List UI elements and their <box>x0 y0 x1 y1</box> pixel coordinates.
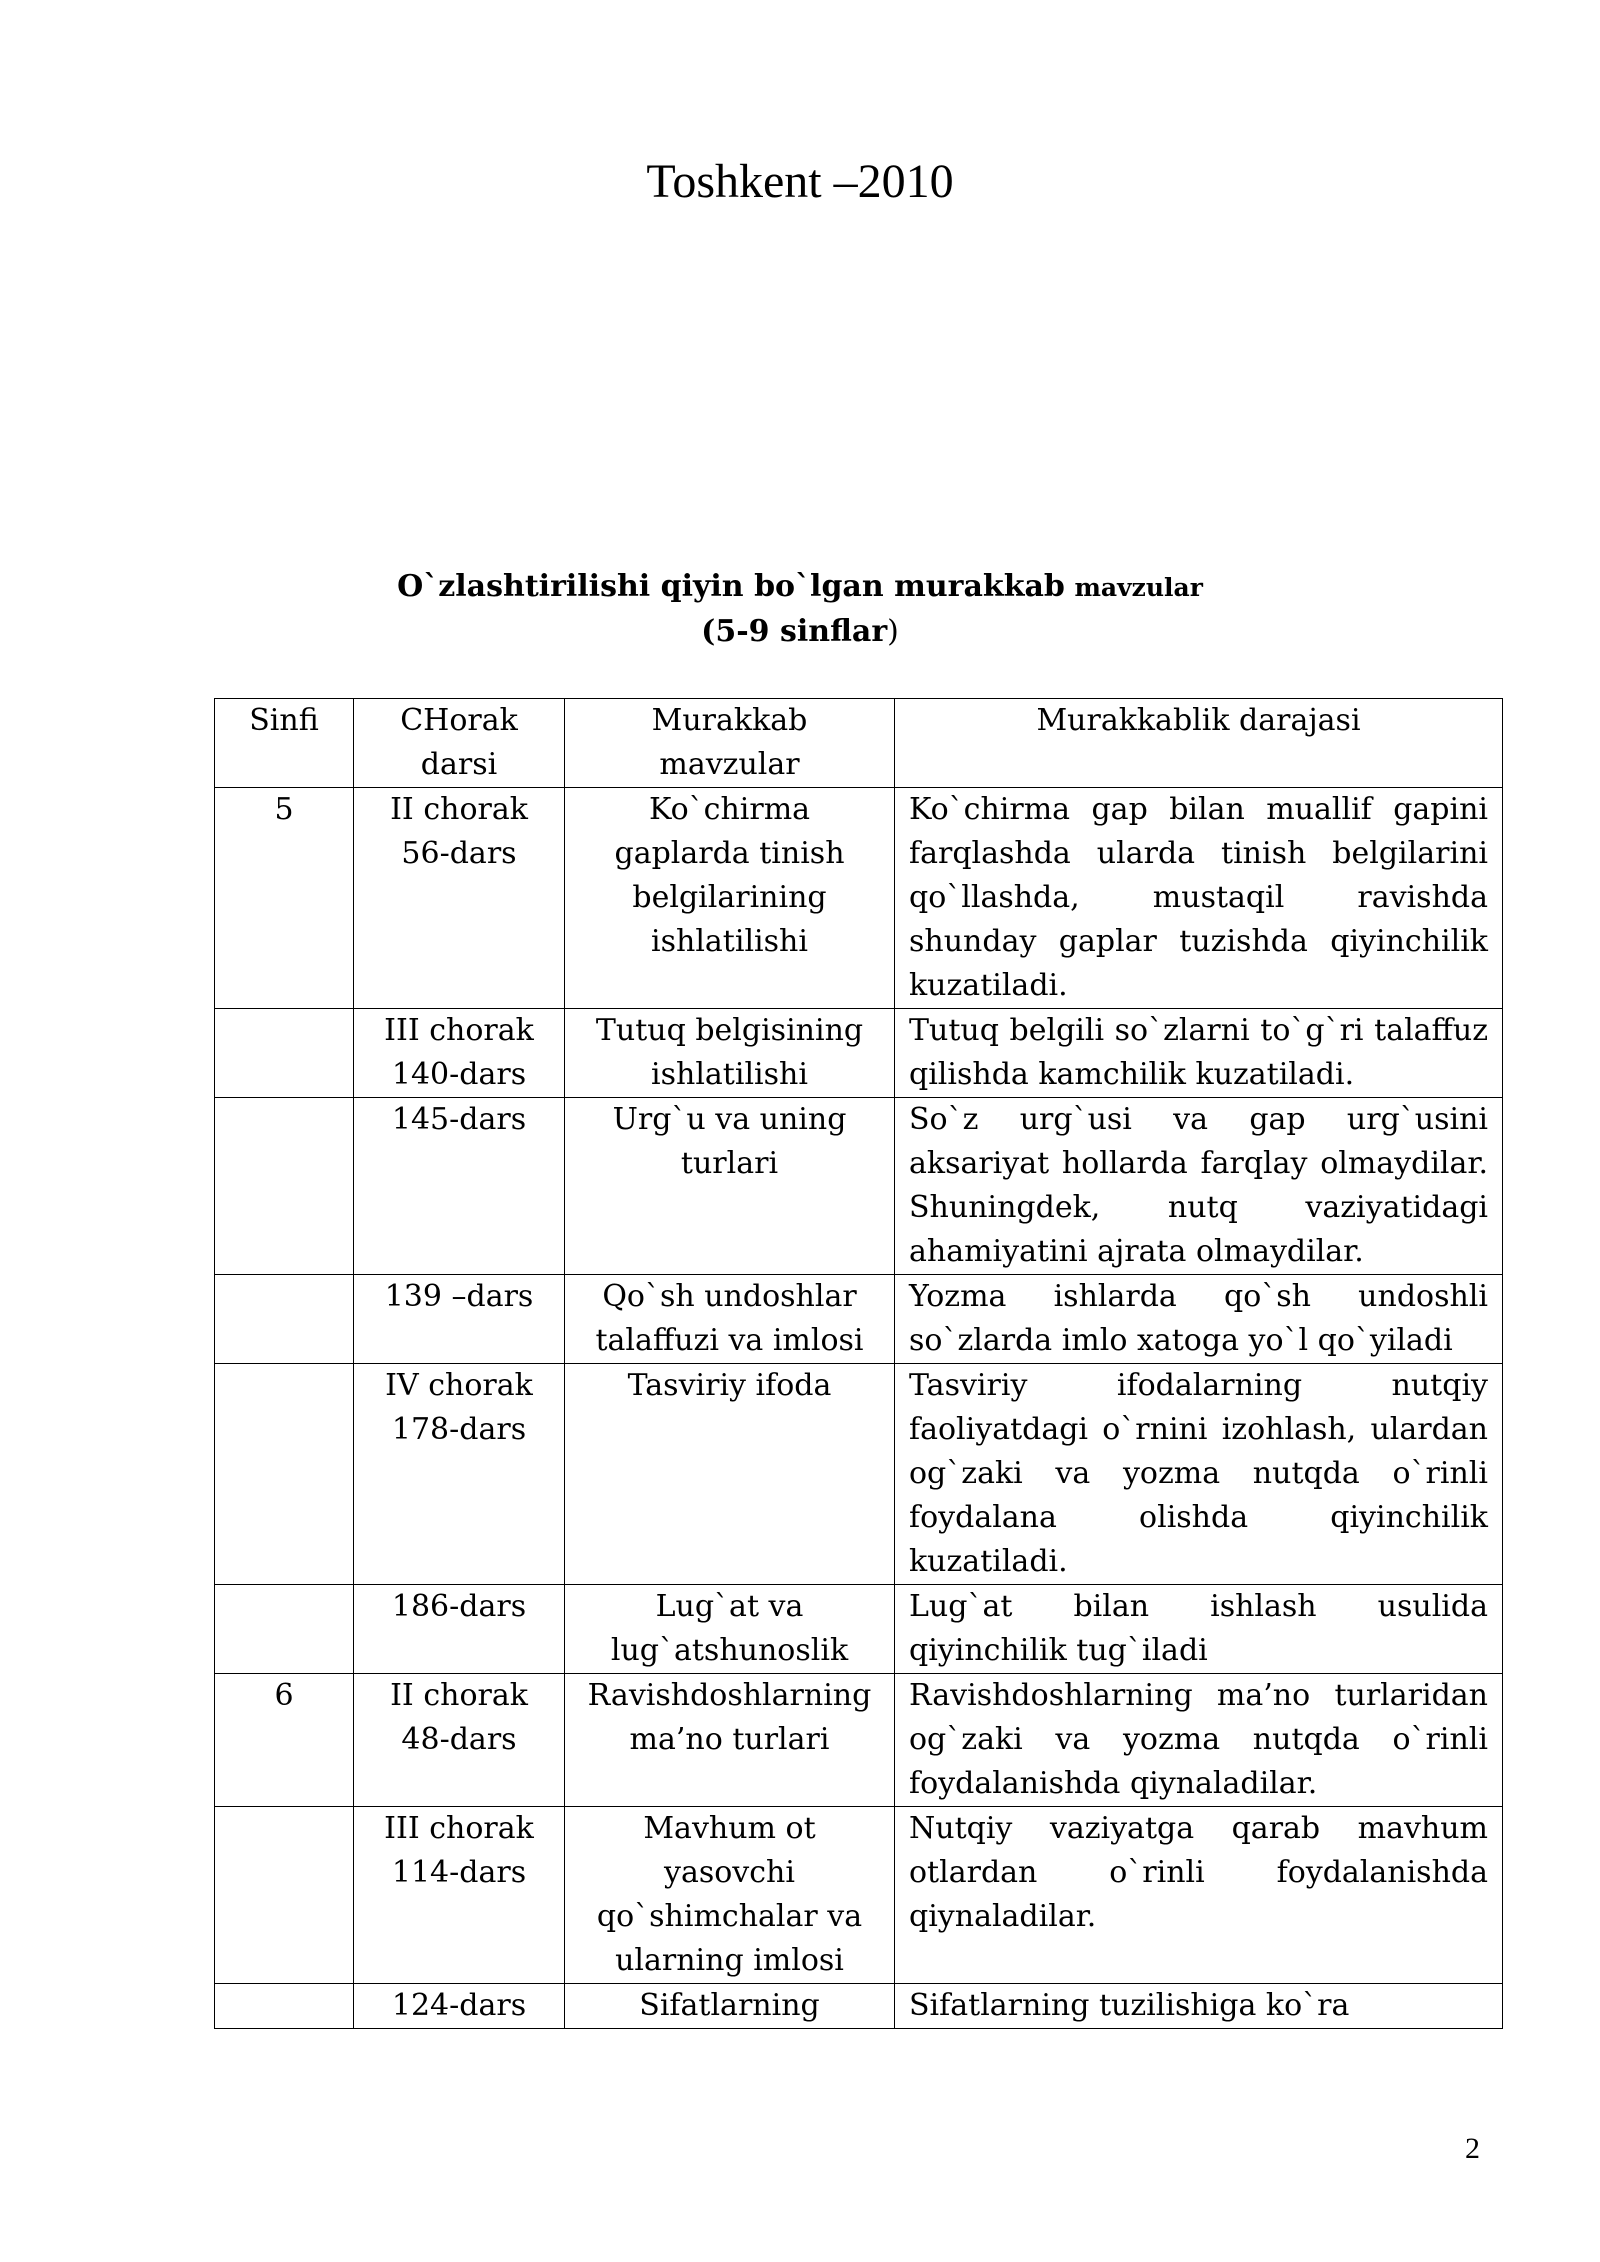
cell-daraja: Tasviriy ifodalarning nutqiy faoliyatdagi o`rnini izohlash, ulardan og`zaki va yozma nutqda o`rinli foydalana olishda qiyinchilik kuzatiladi. <box>895 1364 1503 1585</box>
chorak-line: 178-dars <box>391 1412 527 1447</box>
header-chorak: CHorak darsi <box>354 699 565 788</box>
cell-mavzu: Lug`at va lug`atshunoslik <box>565 1585 895 1674</box>
document-title <box>0 565 1600 654</box>
cell-chorak <box>354 1098 565 1275</box>
table-row <box>215 1984 1503 2029</box>
table-row <box>215 1364 1503 1585</box>
cell-sinfi <box>215 1807 354 1984</box>
title-grades: (5-9 sinflar <box>701 614 888 649</box>
cell-mavzu: Urg`u va uning turlari <box>565 1098 895 1275</box>
cell-sinfi: 5 <box>215 788 354 1009</box>
table-header-row <box>215 699 1503 788</box>
cell-chorak <box>354 1807 565 1984</box>
topics-table <box>214 698 1503 2029</box>
chorak-line: II chorak <box>390 1678 528 1713</box>
cell-sinfi <box>215 1275 354 1364</box>
chorak-line: 140-dars <box>391 1057 527 1092</box>
cell-daraja: Yozma ishlarda qo`sh undoshli so`zlarda imlo xatoga yo`l qo`yiladi <box>895 1275 1503 1364</box>
cell-mavzu: Mavhum ot yasovchi qo`shimchalar va ularning imlosi <box>565 1807 895 1984</box>
chorak-line: 56-dars <box>401 836 517 871</box>
cell-sinfi <box>215 1098 354 1275</box>
cell-chorak <box>354 1009 565 1098</box>
chorak-line: 186-dars <box>391 1589 527 1624</box>
title-main: O`zlashtirilishi qiyin bo`lgan murakkab <box>397 569 1065 604</box>
header-darajasi: Murakkablik darajasi <box>895 699 1503 788</box>
cell-daraja: Sifatlarning tuzilishiga ko`ra <box>895 1984 1503 2029</box>
cell-sinfi <box>215 1585 354 1674</box>
title-paren: ) <box>887 614 899 649</box>
cell-mavzu: Sifatlarning <box>565 1984 895 2029</box>
table-row <box>215 788 1503 1009</box>
cell-chorak <box>354 1585 565 1674</box>
header-sinfi: Sinfi <box>215 699 354 788</box>
cell-mavzu: Tasviriy ifoda <box>565 1364 895 1585</box>
cell-sinfi <box>215 1009 354 1098</box>
cell-mavzu: Ko`chirma gaplarda tinish belgilarining ishlatilishi <box>565 788 895 1009</box>
chorak-line: 114-dars <box>391 1855 527 1890</box>
cell-daraja: Ko`chirma gap bilan muallif gapini farqlashda ularda tinish belgilarini qo`llashda, mustaqil ravishda shunday gaplar tuzishda qiyinchilik kuzatiladi. <box>895 788 1503 1009</box>
table-row <box>215 1585 1503 1674</box>
chorak-line: III chorak <box>384 1811 534 1846</box>
table-row <box>215 1674 1503 1807</box>
cell-sinfi <box>215 1364 354 1585</box>
cell-daraja: Ravishdoshlarning ma’no turlaridan og`zaki va yozma nutqda o`rinli foydalanishda qiynaladilar. <box>895 1674 1503 1807</box>
chorak-line: 48-dars <box>401 1722 517 1757</box>
table-row <box>215 1009 1503 1098</box>
cell-daraja: Nutqiy vaziyatga qarab mavhum otlardan o`rinli foydalanishda qiynaladilar. <box>895 1807 1503 1984</box>
cell-chorak <box>354 1364 565 1585</box>
chorak-line: II chorak <box>390 792 528 827</box>
cell-mavzu: Tutuq belgisining ishlatilishi <box>565 1009 895 1098</box>
title-small: mavzular <box>1074 573 1203 602</box>
cell-chorak <box>354 788 565 1009</box>
city-year: Toshkent –2010 <box>646 155 954 208</box>
chorak-line: 124-dars <box>391 1988 527 2023</box>
chorak-line: III chorak <box>384 1013 534 1048</box>
cell-chorak <box>354 1275 565 1364</box>
cell-chorak <box>354 1984 565 2029</box>
cell-mavzu: Qo`sh undoshlar talaffuzi va imlosi <box>565 1275 895 1364</box>
chorak-line: IV chorak <box>385 1368 533 1403</box>
cell-mavzu: Ravishdoshlarning ma’no turlari <box>565 1674 895 1807</box>
cell-daraja: So`z urg`usi va gap urg`usini aksariyat hollarda farqlay olmaydilar. Shuningdek, nutq vaziyatidagi ahamiyatini ajrata olmaydilar. <box>895 1098 1503 1275</box>
table-row <box>215 1807 1503 1984</box>
table-row <box>215 1275 1503 1364</box>
header-mavzular: Murakkab mavzular <box>565 699 895 788</box>
title-line-1 <box>0 565 1600 610</box>
page-number: 2 <box>1465 2132 1480 2165</box>
table-row <box>215 1098 1503 1275</box>
chorak-line: 139 –dars <box>384 1279 534 1314</box>
title-line-2 <box>0 610 1600 654</box>
cell-sinfi <box>215 1984 354 2029</box>
chorak-line: 145-dars <box>391 1102 527 1137</box>
cell-daraja: Lug`at bilan ishlash usulida qiyinchilik tug`iladi <box>895 1585 1503 1674</box>
cell-sinfi: 6 <box>215 1674 354 1807</box>
cell-chorak <box>354 1674 565 1807</box>
cell-daraja: Tutuq belgili so`zlarni to`g`ri talaffuz qilishda kamchilik kuzatiladi. <box>895 1009 1503 1098</box>
